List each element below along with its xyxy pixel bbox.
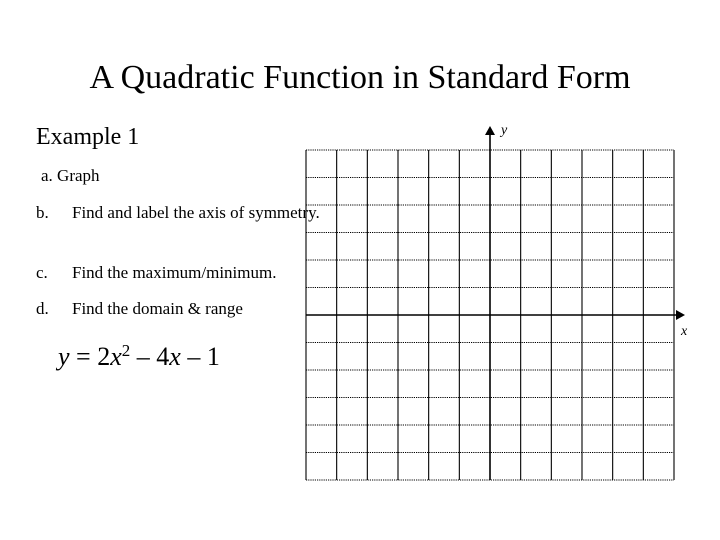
x-axis-label: x <box>681 324 688 339</box>
example-heading: Example 1 <box>36 124 140 150</box>
equation-part: – 4 <box>130 342 170 371</box>
item-text: Find the maximum/minimum. <box>72 263 277 282</box>
equation-x-variable: x <box>169 342 181 371</box>
item-text: Find and label the axis of symmetry. <box>72 203 320 222</box>
instruction-part-a: a. Graph <box>41 166 100 185</box>
y-axis-label: y <box>501 123 508 138</box>
equation-exponent: 2 <box>121 341 131 360</box>
x-axis-arrow-icon <box>676 310 685 320</box>
equation-part: – 1 <box>180 342 220 371</box>
equation-x-variable: x <box>110 342 122 371</box>
equation-y-variable: y <box>58 342 70 371</box>
slide-title: A Quadratic Function in Standard Form <box>89 59 631 96</box>
item-letter: d. <box>36 299 49 318</box>
item-letter: b. <box>36 203 49 222</box>
y-axis-arrow-icon <box>485 126 495 135</box>
equation-part: = 2 <box>69 342 111 371</box>
item-text: Find the domain & range <box>72 299 243 318</box>
item-letter: c. <box>36 263 48 282</box>
